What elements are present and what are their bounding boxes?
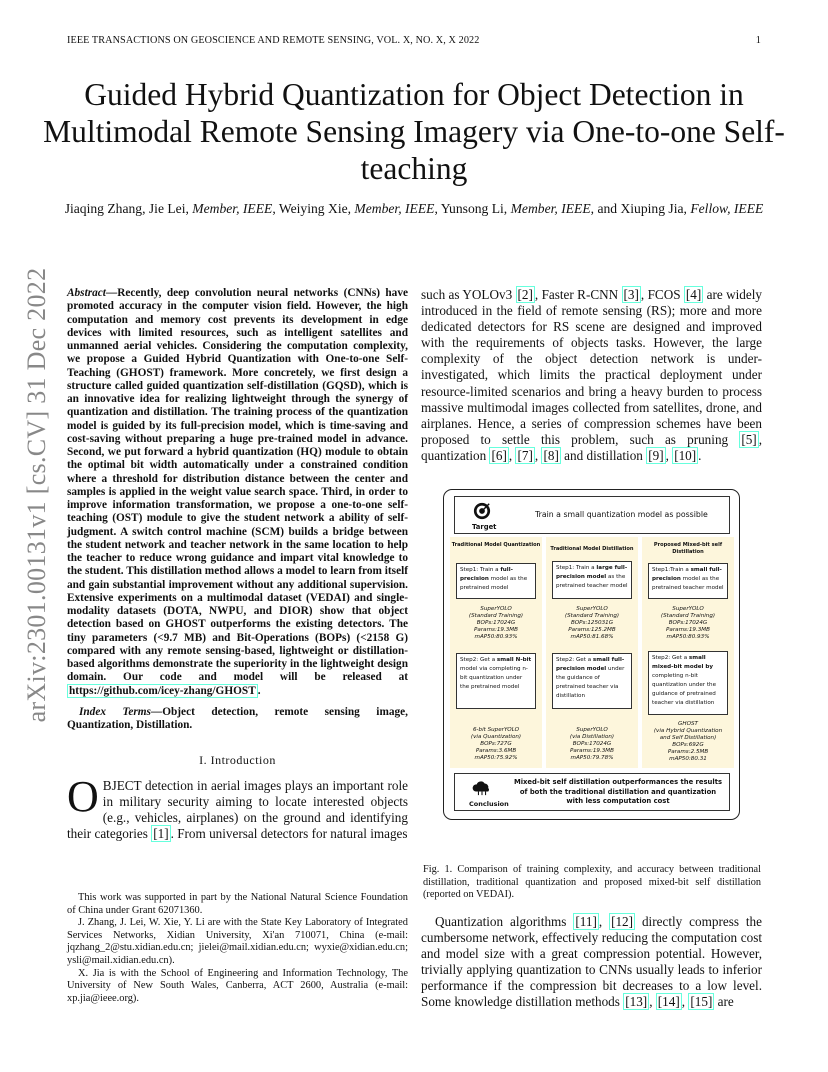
conclusion-text: Mixed-bit self distillation outperformances the results of both the traditional distillation and quantization with less computation cost [513,778,723,805]
step1-metrics: SuperYOLO (Standard Training) BOPs:125031G Params:125.2MB mAP50:81.68% [564,606,620,640]
target-text: Train a small quantization model as possible [535,510,708,519]
left-column [67,287,408,842]
column-traditional-distillation: Traditional Model Distillation Step1: Train a large full-precision model as the pretrained teacher model SuperYOLO (Standard Training) BOPs:125031G Params:125.2MB mAP50:81.68% Step2: Get a small full-precision model under the guidance of pretrained teacher via distillation SuperYOLO (via Distillation) BOPs:17024G Params:19.3MB mAP50:79.78% [546,537,638,768]
column-mixed-bit-self-distillation: Proposed Mixed-bit self Distillation Step1:Train a small full-precision model as the pretrained teacher model SuperYOLO (Standard Training) BOPs:17024G Params:19.3MB mAP50:80.93% Step2: Get a small mixed-bit model by completing n-bit quantization under the guidance of pretrained teacher via distillation GHOST (via Hybrid Quantization and Self Distillation) BOPs:692G Params:2.5MB mAP50:80.31 [642,537,734,768]
step2-metrics: GHOST (via Hybrid Quantization and Self Distillation) BOPs:692G Params:2.5MB mAP50:80.31 [653,721,723,762]
step1-metrics: SuperYOLO (Standard Training) BOPs:17024G Params:19.3MB mAP50:80.93% [660,606,716,640]
running-head [67,35,761,46]
funding-note: This work was supported in part by the National Natural Science Foundation of China under Grant 62071360. [67,892,408,916]
target-icon [473,502,491,520]
intro-continued: such as YOLOv3 [2] , Faster R-CNN [3] , FCOS [4] are widely introduced in the field of remote sensing (RS); more and more dedicated detectors for RS scene are designed and improved with the requirements of objects tasks. However, the large complexity of the object detection network is under-investigated, which limits the practical deployment under resource-limited scenarios and bring a heavy burden to process massive multimodal images collected from satellites, drone, and airplanes. Hence, a series of compression schemes have been proposed to settle this problem, such as pruning [5] , quantization [6] , [7] , [8] and distillation [9] , [10] . [421,287,762,463]
citation-link[interactable]: [6] [491,447,507,463]
arxiv-id[interactable]: arXiv:2301.00131v1 [cs.CV] 31 Dec 2022 [22,267,51,723]
figure-1 [443,489,740,820]
citation-link[interactable]: [14] [657,994,680,1010]
cloud-icon [471,780,493,796]
citation-link[interactable]: [15] [690,994,713,1010]
right-column [421,287,762,464]
intro-paragraph: OBJECT detection in aerial images plays an important role in military security aiming to locate interested objects (e.g., vehicles, airplanes) on the ground and identifying their categories [1] . From universal detectors for natural images [67,771,408,841]
step2-box: Step2: Get a small full-precision model under the guidance of pretrained teacher via distillation [552,653,632,709]
citation-link[interactable]: [7] [517,447,533,463]
abstract: Abstract—Recently, deep convolution neural networks (CNNs) have promoted accuracy in the computer vision field. However, the high computation and memory cost prevents its development in edge devices with limited resources, such as intelligent satellites and unmanned aerial vehicles. Considering the computation complexity, we propose a Guided Hybrid Quantization with One-to-one Self-Teaching (GHOST) framework. More concretely, we first design a structure called guided quantization self-distillation (GQSD), which is an innovative idea for realizing lightweight through the synergy of quantization and distillation. The training process of the quantization model is guided by its full-precision model, which is time-saving and cost-saving without preparing a huge pre-trained model in advance. Second, we put forward a hybrid quantization (HQ) module to obtain the optimal bit width automatically under a constrained condition where a threshold for distribution distance between the center and samples is applied in the weight value search space. Third, in order to improve information transformation, we propose a one-to-one self-teaching (OST) module to give the student network a ability of self-judgment. A switch control machine (SCM) builds a bridge between the student network and teacher network in the same location to help the teacher to reduce wrong guidance and impart vital knowledge to the student. This distillation method allows a model to learn from itself and gain substantial improvement without any additional supervision. Extensive experiments on a multimodal dataset (VEDAI) and single-modality datasets (DOTA, NWPU, and DIOR) show that object detection based on GHOST outperforms the existing detectors. The tiny parameters (<9.7 MB) and Bit-Operations (BOPs) (<2158 G) compared with any remote sensing-based, lightweight or distillation-based algorithms demonstrate the superiority in the lightweight design domain. Our code and model will be released at https://github.com/icey-zhang/GHOST . [67,287,408,697]
citation-link[interactable]: [9] [648,447,664,463]
drop-cap: O [67,771,99,821]
step2-metrics: SuperYOLO (via Distillation) BOPs:17024G Params:19.3MB mAP50:79.78% [569,727,615,761]
step1-box: Step1:Train a small full-precision model as the pretrained teacher model [648,563,728,599]
target-box [454,496,730,534]
step1-box: Step1: Train a full-precision model as the pretrained model [456,563,536,599]
quantization-paragraph: Quantization algorithms [11] , [12] directly compress the cumbersome network, effectively reducing the computation cost and model size with a great compression potential. However, trivially applying quantization to CNNs usually leads to inferior performance if the compression bit decreases to a low level. Some knowledge distillation methods [13] , [14] , [15] are [421,914,762,1010]
conclusion-box [454,773,730,811]
journal-name: IEEE TRANSACTIONS ON GEOSCIENCE AND REMOTE SENSING, VOL. X, NO. X, X 2022 [67,35,480,46]
citation-link[interactable]: [4] [685,287,702,302]
step2-box: Step2: Get a small mixed-bit model by completing n-bit quantization under the guidance of pretrained teacher via distillation [648,651,728,715]
paper-title: Guided Hybrid Quantization for Object Detection in Multimodal Remote Sensing Imagery via One-to-one Self-teaching [43,77,785,186]
citation-link[interactable]: [8] [543,447,559,463]
step1-metrics: SuperYOLO (Standard Training) BOPs:17024G Params:19.3MB mAP50:80.93% [468,606,524,640]
citation-link[interactable]: [2] [517,287,533,302]
citation-link[interactable]: [3] [623,287,639,302]
affiliation-note-2: X. Jia is with the School of Engineering and Information Technology, The University of New South Wales, Canberra, ACT 2600, Australia (e-mail: xp.jia@ieee.org). [67,967,408,1004]
citation-link[interactable]: [12] [611,914,634,929]
figure-caption: Fig. 1. Comparison of training complexity, and accuracy between traditional distillation, traditional quantization and proposed mixed-bit self distillation (reported on VEDAI). [423,864,761,900]
affiliation-note-1: J. Zhang, J. Lei, W. Xie, Y. Li are with the State Key Laboratory of Integrated Services Networks, Xidian University, Xi'an 710071, China (e-mail: jqzhang_2@stu.xidian.edu.cn; jielei@mail.xidian.edu.cn; wyxie@xidian.edu.cn; ysli@mail.xidian.edu.cn). [67,917,408,966]
abstract-lead: Abstract [67,287,106,299]
target-label: Target [472,523,497,531]
citation-link[interactable]: [13] [625,994,648,1010]
citation-link[interactable]: [5] [741,431,757,447]
step2-metrics: 6-bit SuperYOLO (via Quantization) BOPs:727G Params:3.6MB mAP50:75.92% [470,727,522,761]
column-traditional-quantization: Traditional Model Quantization Step1: Train a full-precision model as the pretrained model SuperYOLO (Standard Training) BOPs:17024G Params:19.3MB mAP50:80.93% Step2: Get a small N-bit model via completing n-bit quantization under the pretrained model 6-bit SuperYOLO (via Quantization) BOPs:727G Params:3.6MB mAP50:75.92% [450,537,542,768]
citation-link[interactable]: [11] [575,914,597,929]
citation-link[interactable]: [10] [674,447,697,463]
section-heading-introduction: I. Introduction [199,752,276,767]
step1-box: Step1: Train a large full-precision model as the pretrained teacher model [552,561,632,599]
index-terms: Index Terms—Object detection, remote sensing image, Quantization, Distillation. [67,705,408,732]
conclusion-label: Conclusion [469,800,509,808]
step2-box: Step2: Get a small N-bit model via completing n-bit quantization under the pretrained model [456,653,536,709]
abstract-text: —Recently, deep convolution neural networks (CNNs) have promoted accuracy in the computer vision field. However, the high computation and memory cost prevents its development in edge devices with limited resources, such as intelligent satellites and unmanned aerial vehicles. Considering the computation complexity, we propose a Guided Hybrid Quantization with One-to-one Self-Teaching (GHOST) framework. More concretely, we first design a structure called guided quantization self-distillation (GQSD), which is an innovative idea for realizing lightweight through the synergy of quantization and distillation. The training process of the quantization model is guided by its full-precision model, which is time-saving and cost-saving without preparing a huge pre-trained model in advance. Second, we put forward a hybrid quantization (HQ) module to obtain the optimal bit width automatically under a constrained condition where a threshold for distribution distance between the center and samples is applied in the weight value search space. Third, in order to improve information transformation, we propose a one-to-one self-teaching (OST) module to give the student network a ability of self-judgment. A switch control machine (SCM) builds a bridge between the student network and teacher network in the same location to help the teacher to reduce wrong guidance and impart vital knowledge to the student. This distillation method allows a model to learn from itself and gain substantial improvement without any additional supervision. Extensive experiments on a multimodal dataset (VEDAI) and single-modality datasets (DOTA, NWPU, and DIOR) show that object detection based on GHOST outperforms the existing detectors. The tiny parameters (<9.7 MB) and Bit-Operations (BOPs) (<2158 G) compared with any remote sensing-based, lightweight or distillation-based algorithms demonstrate the superiority in the lightweight design domain. Our code and model will be released at [67,287,408,684]
page-number: 1 [755,35,761,46]
right-column-bottom [421,914,762,1011]
author-list: Jiaqing Zhang, Jie Lei, Member, IEEE, Weiying Xie, Member, IEEE, Yunsong Li, Member, IEEE, and Xiuping Jia, Fellow, IEEE [64,201,764,216]
arxiv-stamp [22,267,52,723]
footnotes [67,892,408,1005]
code-link[interactable]: https://github.com/icey-zhang/GHOST [69,684,256,697]
citation-link[interactable]: [1] [153,825,169,841]
